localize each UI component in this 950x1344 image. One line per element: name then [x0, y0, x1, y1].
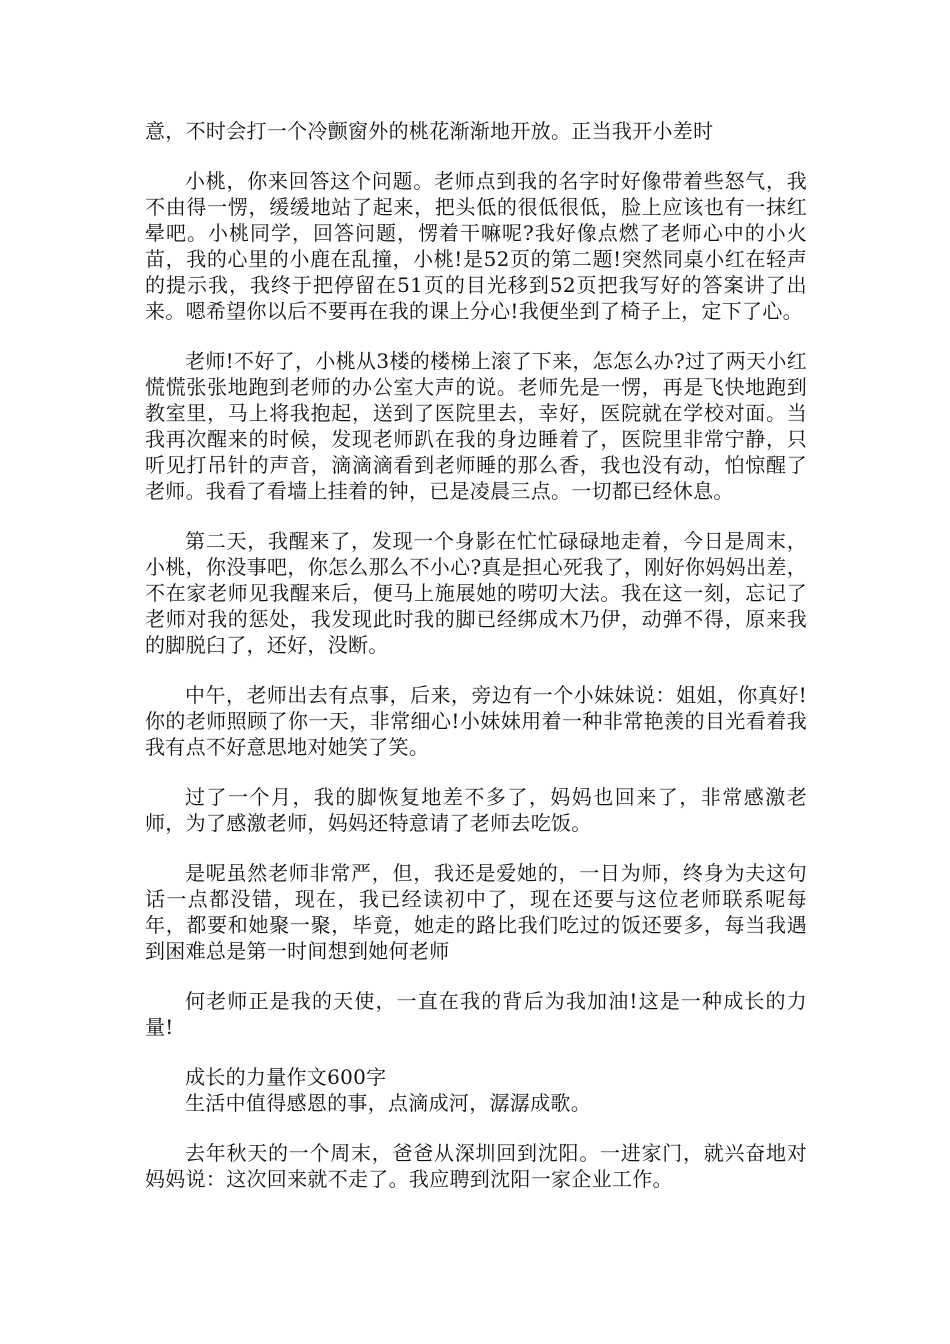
- paragraph-6: 过了一个月，我的脚恢复地差不多了，妈妈也回来了，非常感激老师，为了感激老师，妈妈还特意请了老师去吃饭。: [145, 785, 807, 835]
- section-heading: 成长的力量作文600字: [185, 1065, 387, 1089]
- paragraph-4: 第二天，我醒来了，发现一个身影在忙忙碌碌地走着，今日是周末，小桃，你没事吧，你怎么那么不小心?真是担心死我了，刚好你妈妈出差，不在家老师见我醒来后，便马上施展她的唠叨大法。我在这一刻，忘记了老师对我的惩处，我发现此时我的脚已经绑成木乃伊，动弹不得，原来我的脚脱臼了，还好，没断。: [145, 529, 807, 657]
- paragraph-3: 老师!不好了，小桃从3楼的楼梯上滚了下来，怎怎么办?过了两天小红慌慌张张地跑到老师的办公室大声的说。老师先是一愣，再是飞快地跑到教室里，马上将我抱起，送到了医院里去，幸好，医院就在学校对面。当我再次醒来的时候，发现老师趴在我的身边睡着了，医院里非常宁静，只听见打吊针的声音，滴滴滴看到老师睡的那么香，我也没有动，怕惊醒了老师。我看了看墙上挂着的钟，已是凌晨三点。一切都已经休息。: [145, 349, 807, 503]
- paragraph-7: 是呢虽然老师非常严，但，我还是爱她的，一日为师，终身为夫这句话一点都没错，现在，我已经读初中了，现在还要与这位老师联系呢每年，都要和她聚一聚，毕竟，她走的路比我们吃过的饭还要多，每当我遇到困难总是第一时间想到她何老师: [145, 861, 807, 963]
- paragraph-1: 意，不时会打一个冷颤窗外的桃花渐渐地开放。正当我开小差时: [145, 119, 714, 143]
- paragraph-9: 生活中值得感恩的事，点滴成河，潺潺成歌。: [185, 1091, 591, 1115]
- paragraph-8: 何老师正是我的天使，一直在我的背后为我加油!这是一种成长的力量!: [145, 989, 807, 1039]
- paragraph-2: 小桃，你来回答这个问题。老师点到我的名字时好像带着些怒气，我不由得一愣，缓缓地站了起来，把头低的很低很低，脸上应该也有一抹红晕吧。小桃同学，回答问题，愣着干嘛呢?我好像点燃了老师心中的小火苗，我的心里的小鹿在乱撞，小桃!是52页的第二题!突然同桌小红在轻声的提示我，我终于把停留在51页的目光移到52页把我写好的答案讲了出来。嗯希望你以后不要再在我的课上分心!我便坐到了椅子上，定下了心。: [145, 169, 807, 323]
- paragraph-5: 中午，老师出去有点事，后来，旁边有一个小妹妹说：姐姐，你真好!你的老师照顾了你一天，非常细心!小妹妹用着一种非常艳羡的目光看着我我有点不好意思地对她笑了笑。: [145, 683, 807, 759]
- document-page: [145, 118, 807, 1216]
- paragraph-10: 去年秋天的一个周末，爸爸从深圳回到沈阳。一进家门，就兴奋地对妈妈说：这次回来就不走了。我应聘到沈阳一家企业工作。: [145, 1141, 807, 1191]
